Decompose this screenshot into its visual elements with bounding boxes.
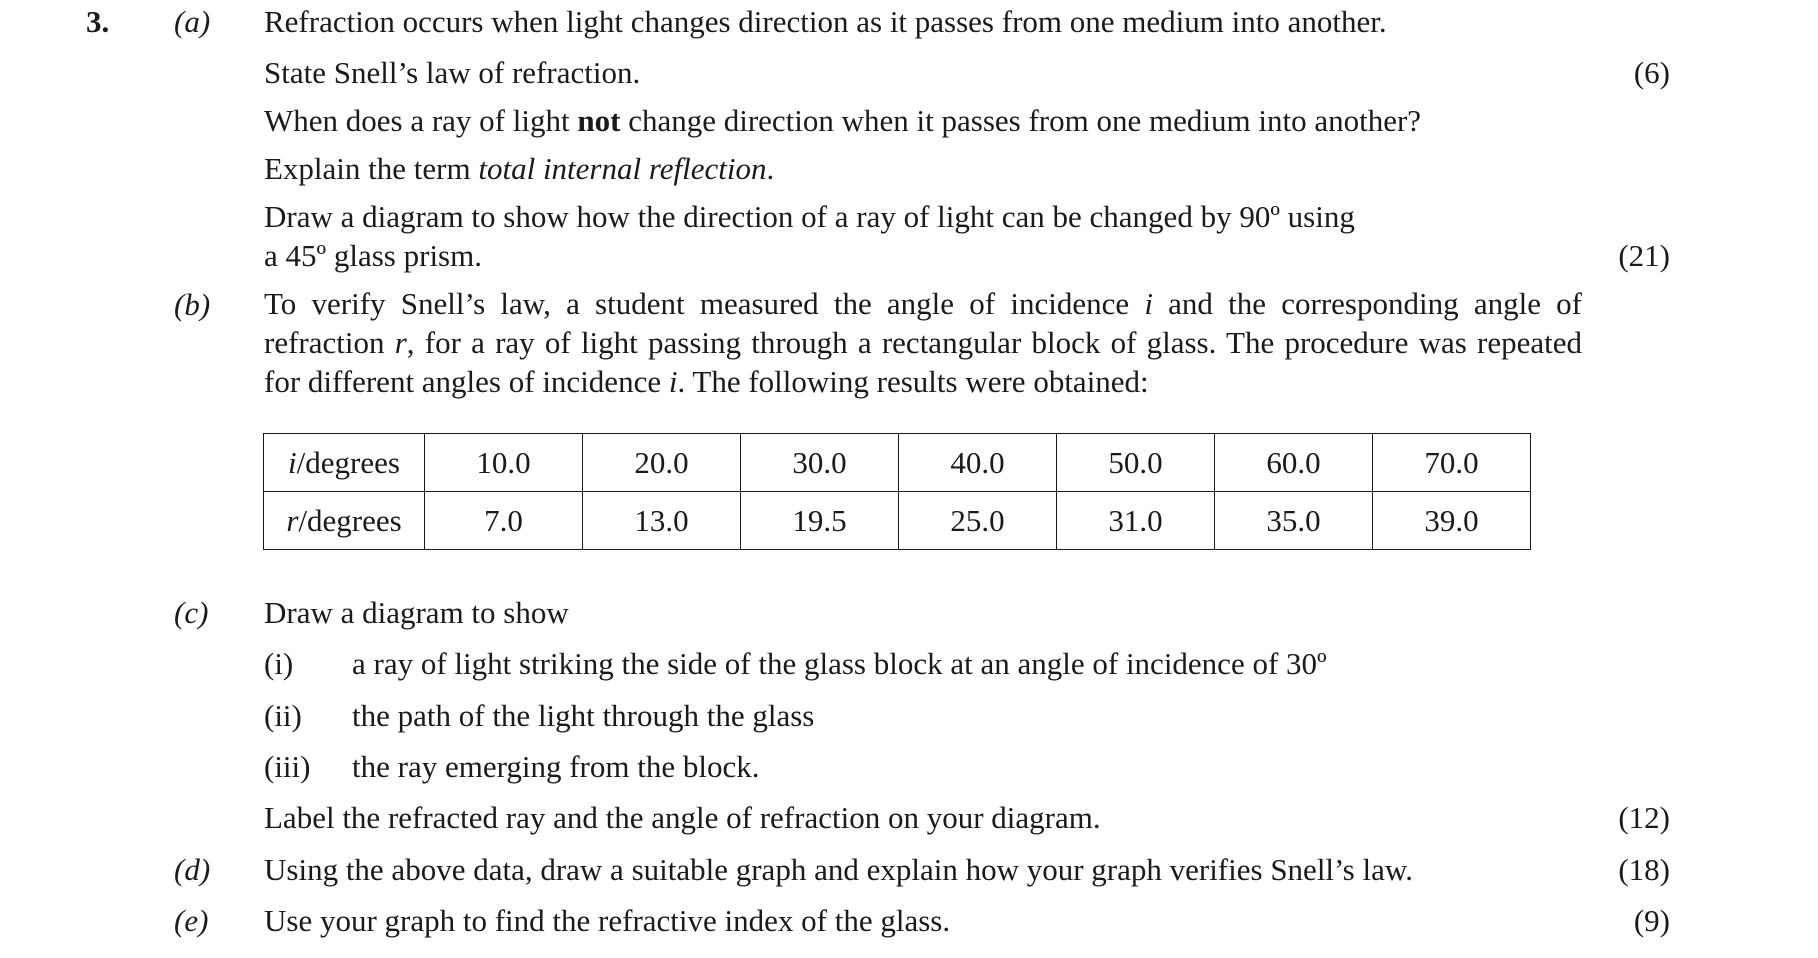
table-cell: 25.0 — [899, 492, 1057, 550]
table-cell: 50.0 — [1057, 434, 1215, 492]
part-b-paragraph — [264, 284, 1582, 401]
part-c-item-1-label: (i) — [264, 646, 294, 681]
part-a-label: (a) — [174, 4, 211, 39]
part-b-label: (b) — [174, 287, 211, 322]
part-c-item-2-label: (ii) — [264, 698, 302, 733]
part-a-line-4 — [264, 151, 774, 187]
table-cell: 13.0 — [583, 492, 741, 550]
part-e-text: Use your graph to find the refractive index of the glass. — [264, 903, 951, 938]
row-header-i: i/degrees — [264, 434, 425, 492]
part-a-mark-2: (21) — [1618, 238, 1670, 273]
part-a-line-6: a 45º glass prism. — [264, 238, 482, 273]
part-d-text: Using the above data, draw a suitable graph and explain how your graph verifies Snell’s law. — [264, 852, 1413, 887]
part-a-line-4-pre: Explain the term — [264, 151, 479, 186]
part-b-text-3: , for a ray of light passing through a rectangular block of glass. The procedure was repeated for different angles of incidence — [264, 325, 1582, 399]
table-cell: 19.5 — [741, 492, 899, 550]
table-cell: 70.0 — [1373, 434, 1531, 492]
part-b-text-2: and the corresponding angle of refraction — [264, 286, 1582, 360]
part-b-var-i-2: i — [668, 364, 678, 399]
part-c-item-2-text: the path of the light through the glass — [352, 698, 815, 733]
table-cell: 7.0 — [425, 492, 583, 550]
part-a-line-3-bold: not — [577, 103, 621, 138]
part-e-label: (e) — [174, 903, 209, 938]
part-c-intro: Draw a diagram to show — [264, 595, 569, 630]
part-b-var-r: r — [394, 325, 407, 360]
results-table — [263, 433, 1531, 550]
part-c-item-3-label: (iii) — [264, 749, 311, 784]
table-cell: 60.0 — [1215, 434, 1373, 492]
table-cell: 31.0 — [1057, 492, 1215, 550]
part-a-line-2: State Snell’s law of refraction. — [264, 55, 641, 90]
table-cell: 35.0 — [1215, 492, 1373, 550]
part-e-mark: (9) — [1633, 903, 1670, 938]
part-c-final: Label the refracted ray and the angle of refraction on your diagram. — [264, 800, 1101, 835]
part-a-line-3 — [264, 103, 1421, 139]
part-b-var-i: i — [1144, 286, 1153, 321]
part-a-line-3-post: change direction when it passes from one medium into another? — [620, 103, 1422, 138]
part-b-text-4: . The following results were obtained: — [677, 364, 1149, 399]
table-cell: 39.0 — [1373, 492, 1531, 550]
part-c-label: (c) — [174, 595, 209, 630]
part-a-line-1: Refraction occurs when light changes direction as it passes from one medium into another. — [264, 4, 1387, 39]
table-cell: 20.0 — [583, 434, 741, 492]
part-c-item-3-text: the ray emerging from the block. — [352, 749, 760, 784]
part-a-mark-1: (6) — [1633, 55, 1670, 90]
table-row-r — [264, 492, 1531, 550]
table-cell: 40.0 — [899, 434, 1057, 492]
part-b-text-1: To verify Snell’s law, a student measured the angle of incidence — [264, 286, 1145, 321]
part-c-mark: (12) — [1618, 800, 1670, 835]
table-cell: 10.0 — [425, 434, 583, 492]
table-row-i — [264, 434, 1531, 492]
part-a-line-4-ital: total internal reflection — [478, 151, 767, 186]
part-a-line-5: Draw a diagram to show how the direction of a ray of light can be changed by 90º using — [264, 199, 1355, 234]
row-header-r: r/degrees — [264, 492, 425, 550]
part-a-line-4-post: . — [766, 151, 775, 186]
part-c-item-1-text: a ray of light striking the side of the glass block at an angle of incidence of 30º — [352, 646, 1327, 681]
part-d-mark: (18) — [1618, 852, 1670, 887]
question-number: 3. — [86, 4, 110, 39]
table-cell: 30.0 — [741, 434, 899, 492]
part-a-line-3-pre: When does a ray of light — [264, 103, 578, 138]
part-d-label: (d) — [174, 852, 211, 887]
